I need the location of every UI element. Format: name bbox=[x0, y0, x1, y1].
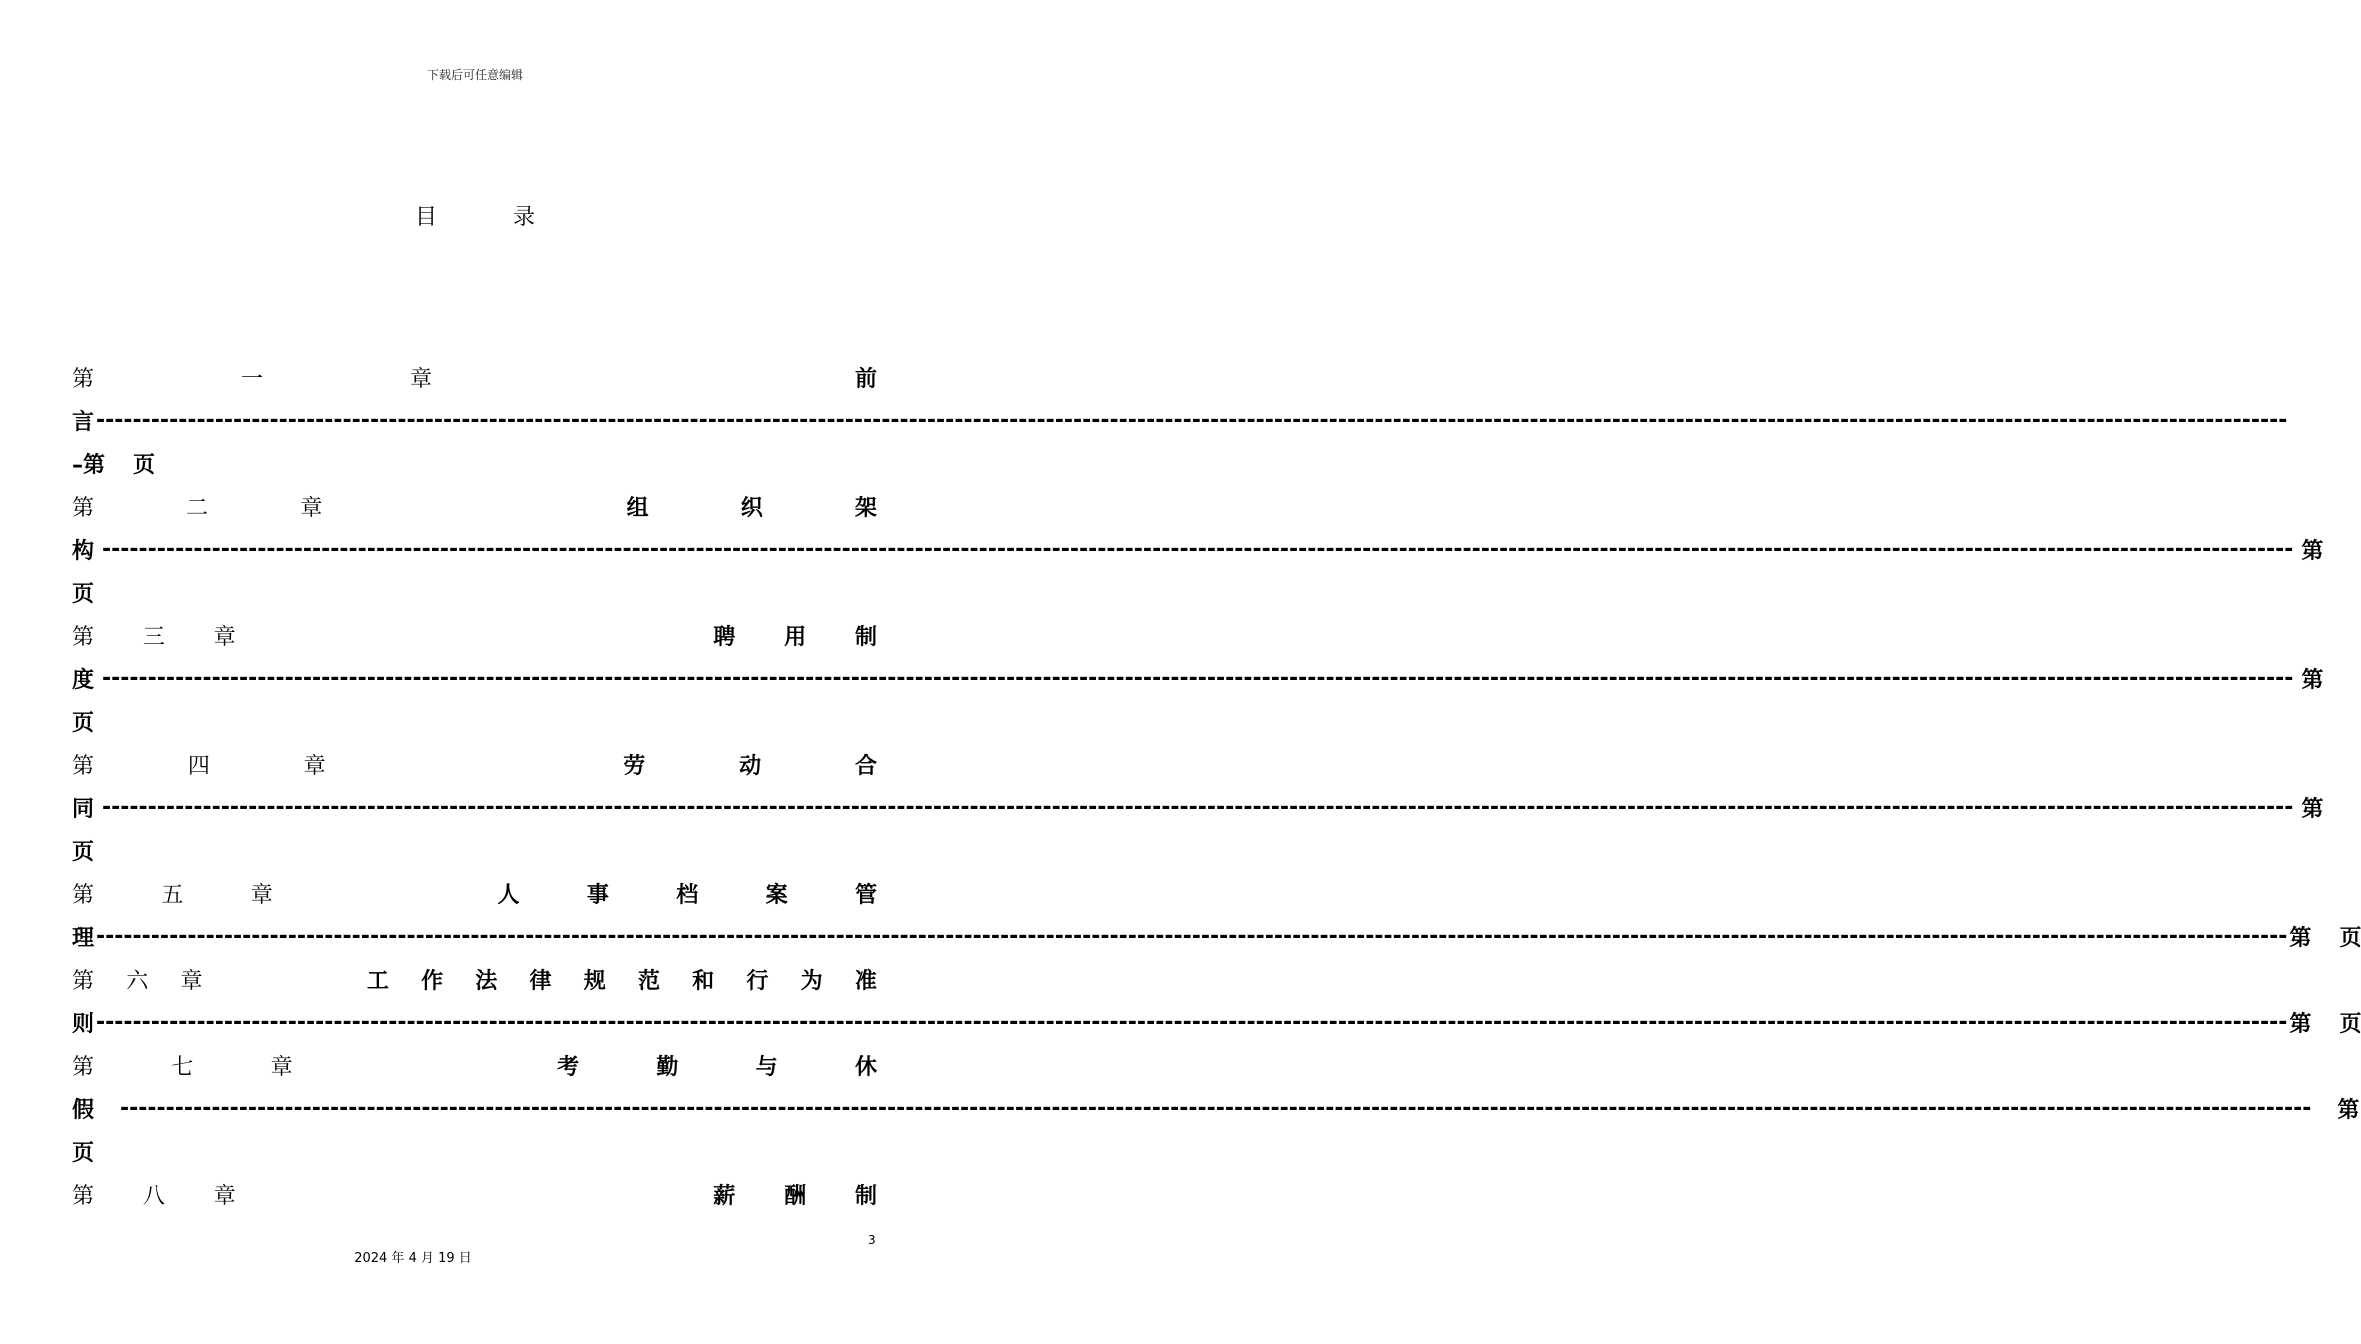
toc-line-15 bbox=[72, 964, 877, 994]
toc-word: 规 bbox=[583, 968, 606, 994]
toc-word: 第 bbox=[72, 495, 95, 521]
toc-line-6 bbox=[72, 577, 877, 607]
toc-word: 法 bbox=[475, 968, 498, 994]
toc-word: 织 bbox=[740, 495, 763, 521]
toc-word: 第 bbox=[2301, 667, 2324, 693]
page-title bbox=[0, 200, 950, 231]
toc-word: 构 bbox=[72, 538, 95, 564]
toc-word: 第 bbox=[2289, 925, 2312, 951]
title-char-1: 目 bbox=[414, 205, 437, 230]
toc-word: 三 bbox=[142, 624, 165, 650]
toc-word: 组 bbox=[626, 495, 649, 521]
toc-word: 档 bbox=[676, 882, 699, 908]
toc-word: 则 bbox=[72, 1011, 95, 1037]
page-number: 3 bbox=[868, 1233, 876, 1247]
header-note: 下载后可任意编辑 bbox=[426, 68, 523, 82]
toc-word: 和 bbox=[692, 968, 715, 994]
toc-word: 行 bbox=[746, 968, 769, 994]
toc-word: 第 bbox=[72, 1183, 95, 1209]
toc-word: 案 bbox=[765, 882, 788, 908]
footer-date: 2024 年 4 月 19 日 bbox=[354, 1251, 472, 1266]
toc-line-4 bbox=[72, 491, 877, 521]
toc-word: 制 bbox=[854, 624, 877, 650]
toc-word: 范 bbox=[637, 968, 660, 994]
toc-word: 第 bbox=[72, 882, 95, 908]
toc-word: 八 bbox=[142, 1183, 165, 1209]
toc-line-12 bbox=[72, 835, 877, 865]
toc-word: 考 bbox=[557, 1054, 580, 1080]
toc-word: 第 bbox=[72, 968, 95, 994]
toc-word: 六 bbox=[126, 968, 149, 994]
toc-word: 动 bbox=[739, 753, 762, 779]
toc-word: 为 bbox=[800, 968, 823, 994]
toc-word: 准 bbox=[854, 968, 877, 994]
toc-word: 第 bbox=[72, 624, 95, 650]
toc-line-9 bbox=[72, 706, 877, 736]
toc-word: 律 bbox=[529, 968, 552, 994]
toc-word: 二 bbox=[186, 495, 209, 521]
leader-dashes: ------------------------------------------------------------------------------------------------------------------------------------------------------------------------------------------------------------------------------------------------ bbox=[96, 923, 2288, 949]
toc-line-8 bbox=[72, 663, 2324, 693]
toc-line-7 bbox=[72, 620, 877, 650]
toc-word: 章 bbox=[213, 1183, 236, 1209]
toc-line-17 bbox=[72, 1050, 877, 1080]
toc-word: 薪 bbox=[713, 1183, 736, 1209]
toc-word: 事 bbox=[586, 882, 609, 908]
leader-dashes: ------------------------------------------------------------------------------------------------------------------------------------------------------------------------------------------------------------------------------------------------ bbox=[96, 407, 2288, 433]
toc-line-3 bbox=[72, 448, 877, 478]
toc-line-20 bbox=[72, 1179, 877, 1209]
toc-line-19 bbox=[72, 1136, 877, 1166]
toc-word: 第 bbox=[2337, 1097, 2360, 1123]
toc-word: 架 bbox=[854, 495, 877, 521]
toc-word: 章 bbox=[303, 753, 326, 779]
toc-word: 假 bbox=[72, 1097, 95, 1123]
toc-word: 管 bbox=[854, 882, 877, 908]
leader-dashes: ------------------------------------------------------------------------------------------------------------------------------------------------------------------------------------------------------------------------------------------------ bbox=[96, 1009, 2288, 1035]
toc-word: 理 bbox=[72, 925, 95, 951]
toc-word: 页 bbox=[72, 1140, 95, 1166]
title-char-2: 录 bbox=[513, 205, 536, 230]
toc-word: 作 bbox=[421, 968, 444, 994]
toc-word: 聘 bbox=[713, 624, 736, 650]
toc-line-14 bbox=[72, 921, 2361, 951]
leader-dashes: ------------------------------------------------------------------------------------------------------------------------------------------------------------------------------------------------------------------------------------------------ bbox=[102, 794, 2294, 820]
toc-word: 度 bbox=[72, 667, 95, 693]
toc-word: 劳 bbox=[623, 753, 646, 779]
toc-line-18 bbox=[72, 1093, 2360, 1123]
toc-word: 章 bbox=[270, 1054, 293, 1080]
toc-line-13 bbox=[72, 878, 877, 908]
toc-word: 合 bbox=[854, 753, 877, 779]
toc-line-10 bbox=[72, 749, 877, 779]
toc-line-2 bbox=[72, 405, 2288, 435]
toc-word: 酬 bbox=[784, 1183, 807, 1209]
toc-word: 第 bbox=[2301, 538, 2324, 564]
toc-word: 前 bbox=[854, 366, 877, 392]
toc-word: 第 bbox=[72, 1054, 95, 1080]
leader-dashes: ------------------------------------------------------------------------------------------------------------------------------------------------------------------------------------------------------------------------------------------------ bbox=[102, 665, 2294, 691]
toc-word: 页 bbox=[72, 581, 95, 607]
leader-dashes: ------------------------------------------------------------------------------------------------------------------------------------------------------------------------------------------------------------------------------------------------ bbox=[102, 536, 2294, 562]
toc-line-1 bbox=[72, 362, 877, 392]
toc-word: 页 bbox=[2339, 925, 2361, 951]
toc-word: 章 bbox=[180, 968, 203, 994]
toc-word: 页 bbox=[2339, 1011, 2361, 1037]
toc-word: 四 bbox=[187, 753, 210, 779]
toc-word: 七 bbox=[171, 1054, 194, 1080]
toc-word: 人 bbox=[497, 882, 520, 908]
toc-word: 一 bbox=[241, 366, 264, 392]
toc-word: 第 bbox=[2301, 796, 2324, 822]
toc-word: 章 bbox=[213, 624, 236, 650]
toc-word: 章 bbox=[300, 495, 323, 521]
toc-word: 工 bbox=[366, 968, 389, 994]
toc-word: –第 bbox=[72, 452, 106, 478]
toc-line-5 bbox=[72, 534, 2324, 564]
toc-word: 第 bbox=[72, 366, 95, 392]
toc-word: 勤 bbox=[656, 1054, 679, 1080]
toc-word: 页 bbox=[72, 839, 95, 865]
toc-word: 页 bbox=[133, 452, 156, 478]
toc-word: 页 bbox=[72, 710, 95, 736]
toc-line-16 bbox=[72, 1007, 2361, 1037]
toc-word: 用 bbox=[784, 624, 807, 650]
toc-word: 章 bbox=[250, 882, 273, 908]
toc-word: 同 bbox=[72, 796, 95, 822]
toc-word: 第 bbox=[2289, 1011, 2312, 1037]
toc-word: 言 bbox=[72, 409, 95, 435]
leader-dashes: ------------------------------------------------------------------------------------------------------------------------------------------------------------------------------------------------------------------------------------------------ bbox=[120, 1095, 2312, 1121]
toc-word: 制 bbox=[854, 1183, 877, 1209]
toc-word: 章 bbox=[410, 366, 433, 392]
toc-word: 休 bbox=[854, 1054, 877, 1080]
toc-word: 与 bbox=[755, 1054, 778, 1080]
toc-line-11 bbox=[72, 792, 2324, 822]
toc-word: 第 bbox=[72, 753, 95, 779]
toc-word: 五 bbox=[161, 882, 184, 908]
